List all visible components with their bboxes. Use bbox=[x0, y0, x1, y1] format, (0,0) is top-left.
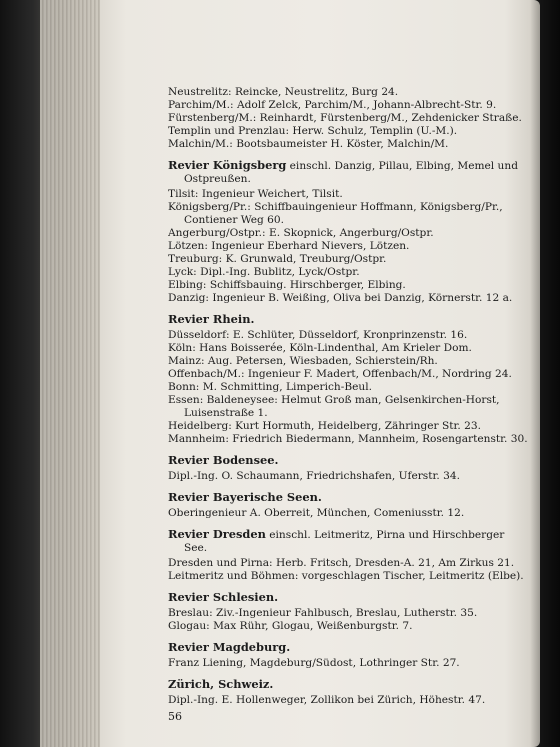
entry: Lötzen: Ingenieur Eberhard Nievers, Lötzen. bbox=[168, 240, 410, 252]
section-heading bbox=[168, 678, 530, 692]
intro-line: Templin und Prenzlau: Herw. Schulz, Templin (U.-M.). bbox=[168, 125, 458, 137]
entry: Mainz: Aug. Petersen, Wiesbaden, Schierstein/Rh. bbox=[168, 355, 438, 367]
section-name: Revier Rhein. bbox=[168, 312, 255, 326]
intro-line: Neustrelitz: Reincke, Neustrelitz, Burg 24. bbox=[168, 86, 399, 98]
page-edges bbox=[40, 0, 102, 747]
section-schlesien bbox=[168, 591, 530, 633]
entry: Königsberg/Pr.: Schiffbauingenieur Hoffmann, Königsberg/Pr., Contiener Weg 60. bbox=[168, 201, 503, 226]
page-content bbox=[168, 86, 530, 707]
section-name: Revier Bodensee. bbox=[168, 453, 279, 467]
entry: Angerburg/Ostpr.: E. Skopnick, Angerburg/Ostpr. bbox=[168, 227, 434, 239]
section-heading bbox=[168, 641, 530, 655]
entry: Mannheim: Friedrich Biedermann, Mannheim, Rosengartenstr. 30. bbox=[168, 433, 528, 445]
section-heading bbox=[168, 591, 530, 605]
entry: Dipl.-Ing. O. Schaumann, Friedrichshafen, Uferstr. 34. bbox=[168, 470, 460, 482]
section-heading bbox=[168, 454, 530, 468]
section-dresden bbox=[168, 528, 530, 583]
entry: Dresden und Pirna: Herb. Fritsch, Dresden-A. 21, Am Zirkus 21. bbox=[168, 557, 515, 569]
section-suffix: einschl. Danzig, Pillau, Elbing, Memel und Ostpreußen. bbox=[184, 160, 518, 185]
section-name: Revier Schlesien. bbox=[168, 590, 279, 604]
entry: Essen: Baldeneysee: Helmut Groß man, Gelsenkirchen-Horst, Luisenstraße 1. bbox=[168, 394, 500, 419]
section-heading bbox=[168, 491, 530, 505]
section-name: Revier Königsberg bbox=[168, 158, 287, 172]
intro-line: Parchim/M.: Adolf Zelck, Parchim/M., Johann-Albrecht-Str. 9. bbox=[168, 99, 497, 111]
section-name: Revier Bayerische Seen. bbox=[168, 490, 322, 504]
section-name: Revier Magdeburg. bbox=[168, 640, 291, 654]
entry: Elbing: Schiffsbauing. Hirschberger, Elbing. bbox=[168, 279, 406, 291]
entry: Lyck: Dipl.-Ing. Bublitz, Lyck/Ostpr. bbox=[168, 266, 360, 278]
entry: Leitmeritz und Böhmen: vorgeschlagen Tischer, Leitmeritz (Elbe). bbox=[168, 570, 524, 582]
intro-line: Fürstenberg/M.: Reinhardt, Fürstenberg/M., Zehdenicker Straße. bbox=[168, 112, 522, 124]
intro-block bbox=[168, 86, 530, 151]
entry: Düsseldorf: E. Schlüter, Düsseldorf, Kronprinzenstr. 16. bbox=[168, 329, 468, 341]
section-bayerische-seen bbox=[168, 491, 530, 520]
entry: Offenbach/M.: Ingenieur F. Madert, Offenbach/M., Nordring 24. bbox=[168, 368, 512, 380]
section-name: Zürich, Schweiz. bbox=[168, 677, 274, 691]
entry: Dipl.-Ing. E. Hollenweger, Zollikon bei Zürich, Höhestr. 47. bbox=[168, 694, 486, 706]
entry: Tilsit: Ingenieur Weichert, Tilsit. bbox=[168, 188, 343, 200]
section-zuerich bbox=[168, 678, 530, 707]
intro-line: Malchin/M.: Bootsbaumeister H. Köster, Malchin/M. bbox=[168, 138, 449, 150]
page-number: 56 bbox=[168, 710, 182, 723]
section-heading bbox=[168, 313, 530, 327]
entry: Köln: Hans Boisserée, Köln-Lindenthal, Am Krieler Dom. bbox=[168, 342, 472, 354]
entry: Breslau: Ziv.-Ingenieur Fahlbusch, Breslau, Lutherstr. 35. bbox=[168, 607, 478, 619]
section-magdeburg bbox=[168, 641, 530, 670]
entry: Bonn: M. Schmitting, Limperich-Beul. bbox=[168, 381, 372, 393]
section-name: Revier Dresden bbox=[168, 527, 266, 541]
entry: Oberingenieur A. Oberreit, München, Comeniusstr. 12. bbox=[168, 507, 465, 519]
section-koenigsberg bbox=[168, 159, 530, 305]
right-shadow bbox=[530, 0, 560, 747]
entry: Heidelberg: Kurt Hormuth, Heidelberg, Zähringer Str. 23. bbox=[168, 420, 481, 432]
section-rhein bbox=[168, 313, 530, 446]
entry: Danzig: Ingenieur B. Weißing, Oliva bei Danzig, Körnerstr. 12 a. bbox=[168, 292, 513, 304]
section-heading bbox=[168, 159, 530, 186]
section-bodensee bbox=[168, 454, 530, 483]
section-suffix: einschl. Leitmeritz, Pirna und Hirschberger See. bbox=[184, 529, 505, 554]
entry: Treuburg: K. Grunwald, Treuburg/Ostpr. bbox=[168, 253, 387, 265]
entry: Glogau: Max Rühr, Glogau, Weißenburgstr. 7. bbox=[168, 620, 413, 632]
section-heading bbox=[168, 528, 530, 555]
entry: Franz Liening, Magdeburg/Südost, Lothringer Str. 27. bbox=[168, 657, 460, 669]
